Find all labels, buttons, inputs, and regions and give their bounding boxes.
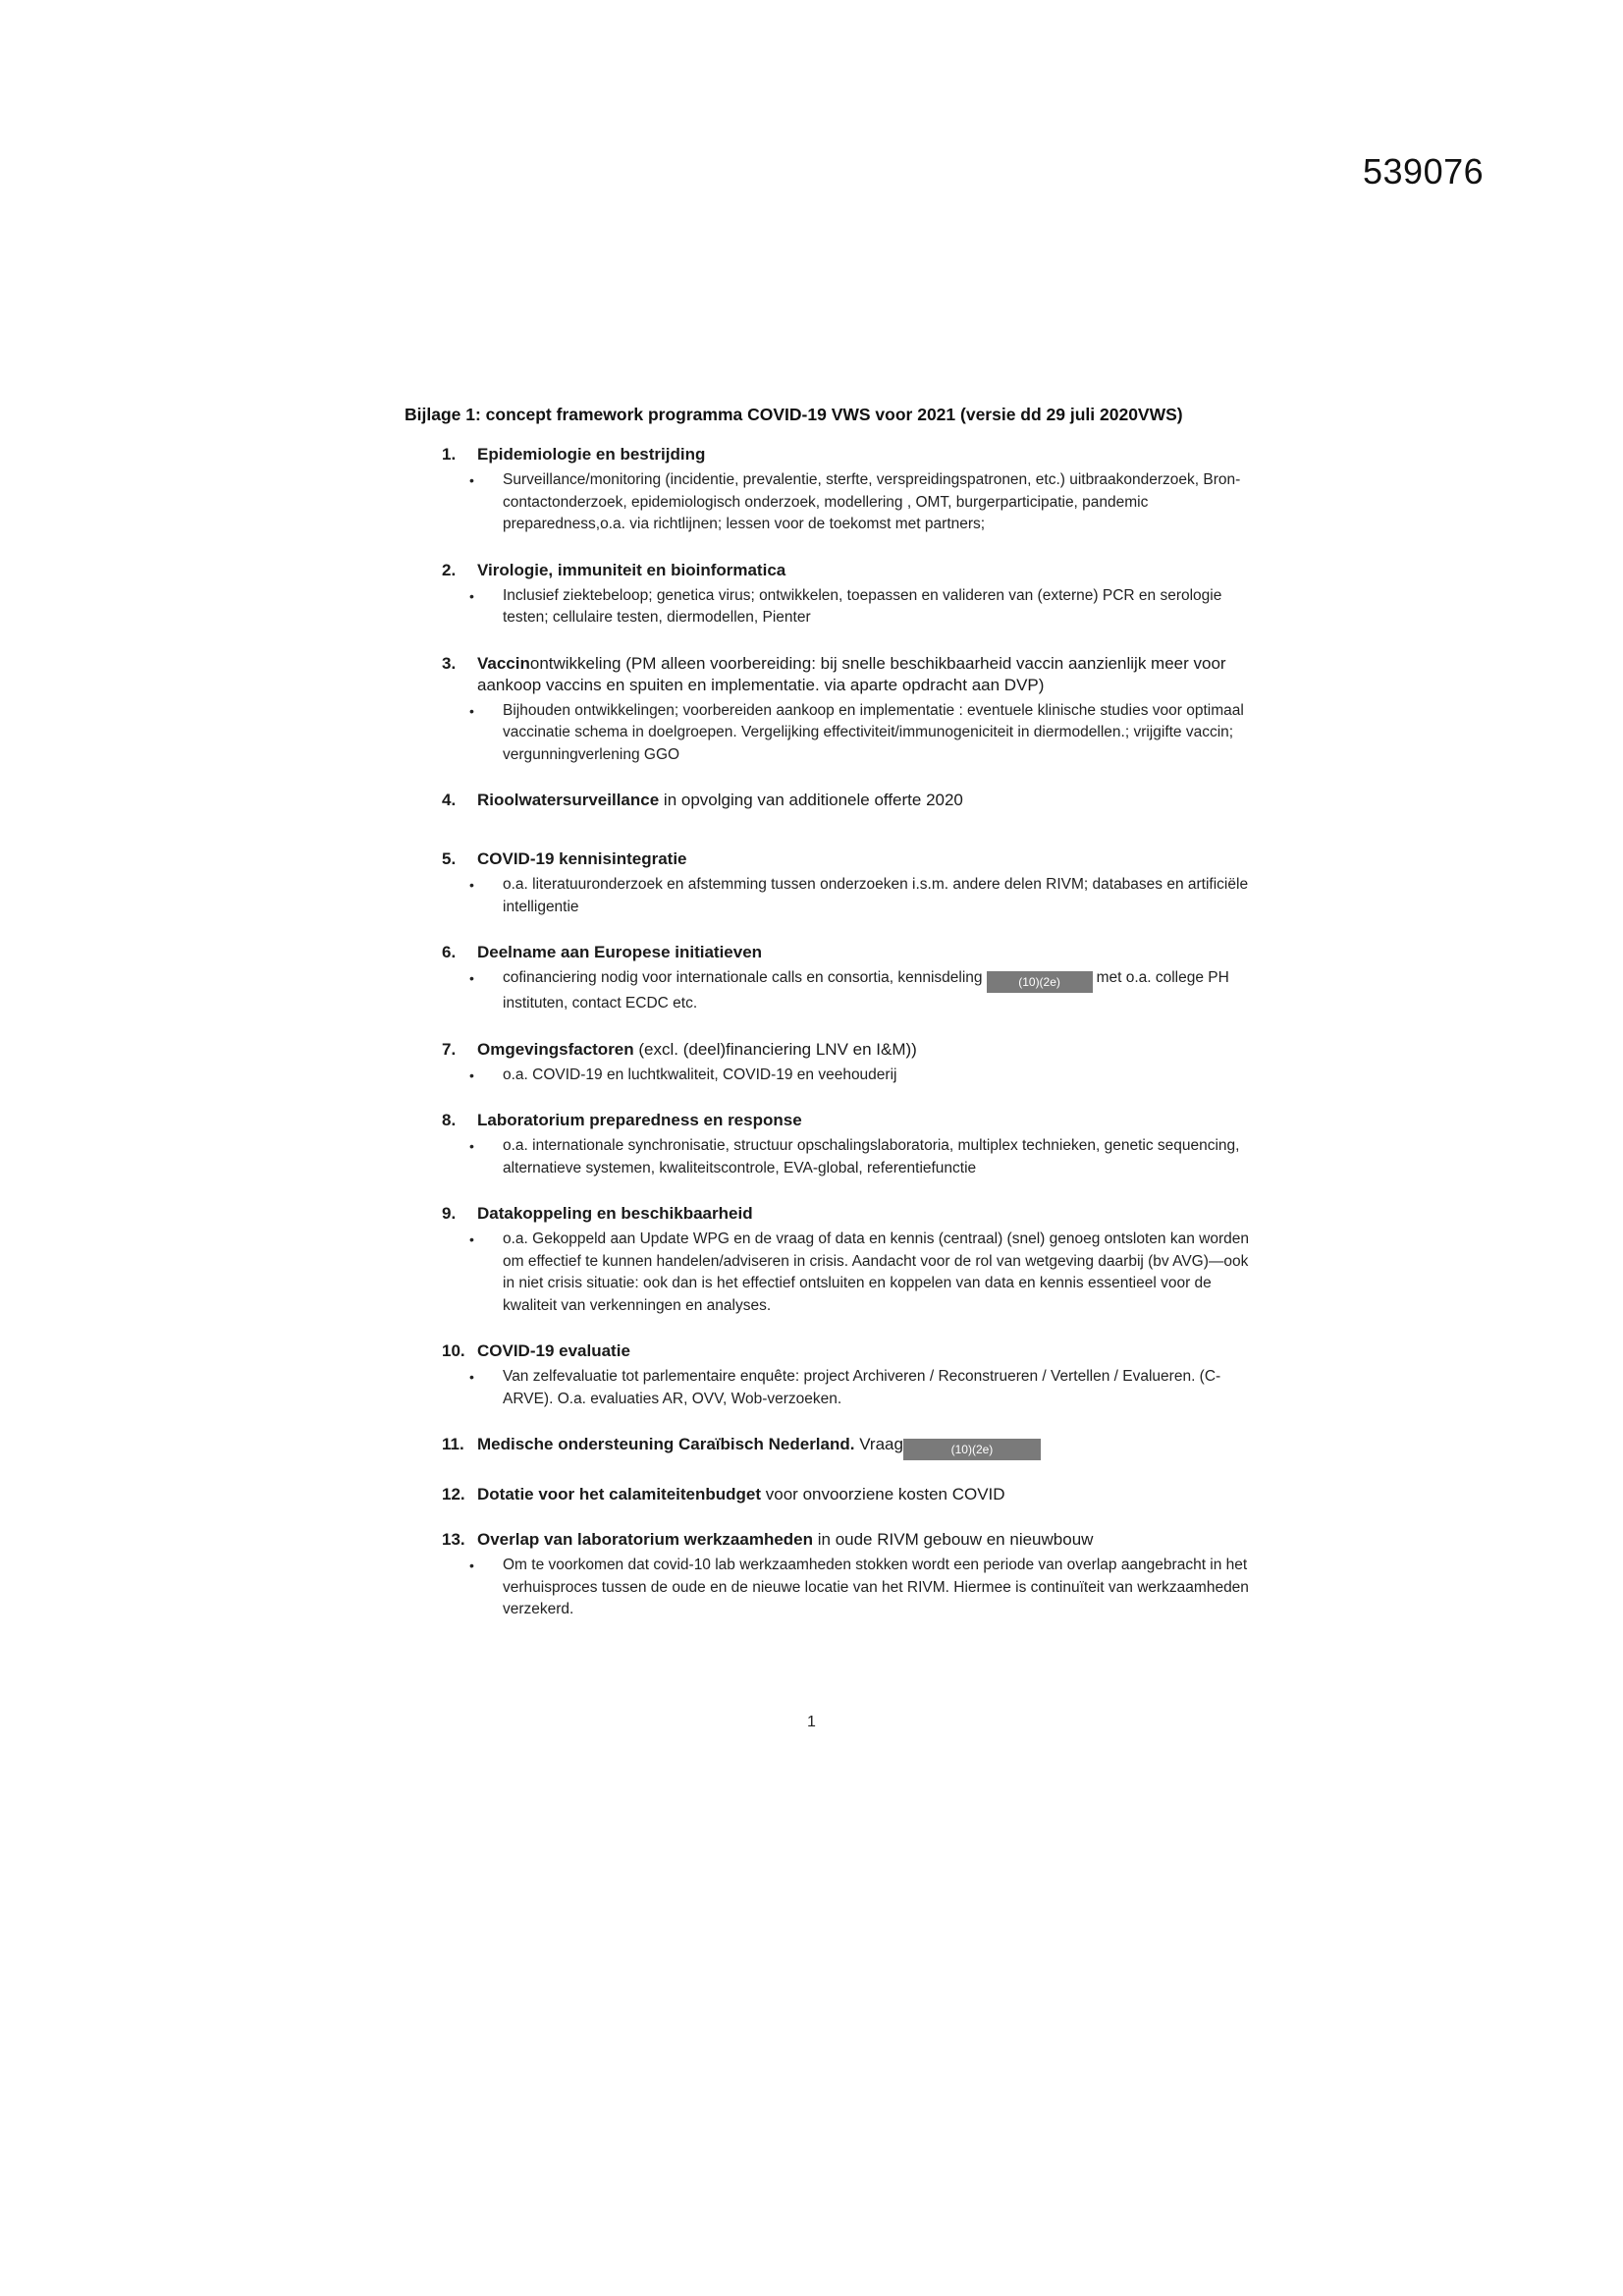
section-13 (442, 1529, 1257, 1621)
bullet-text: Surveillance/monitoring (incidentie, prevalentie, sterfte, verspreidingspatronen, etc.) uitbraakonderzoek, Bron- contactonderzoek, epidemiologisch onderzoek, modellering , OMT, burgerparticipatie, pandemic preparedness,o.a. via richtlijnen; lessen voor de toekomst met partners; (503, 471, 1241, 532)
section-title: Vaccin (477, 653, 530, 673)
section-title-rest: in opvolging van additionele offerte 2020 (659, 791, 963, 809)
section-number: 9. (442, 1204, 457, 1223)
section-title: Rioolwatersurveillance (477, 791, 660, 809)
section-10 (442, 1340, 1257, 1410)
section-heading (442, 560, 1257, 581)
section-title: Omgevingsfactoren (477, 1039, 634, 1059)
bullet-icon: • (469, 1066, 474, 1083)
redaction-box: (10)(2e) (987, 971, 1093, 993)
bullet-item (442, 469, 1257, 536)
bullet-list (442, 700, 1257, 767)
section-1 (442, 444, 1257, 536)
section-title: Laboratorium preparedness en response (477, 1111, 802, 1129)
bullet-text: cofinanciering nodig voor internationale calls en consortia, kennisdeling (503, 969, 983, 986)
bullet-text: o.a. Gekoppeld aan Update WPG en de vraag of data en kennis (centraal) (snel) genoeg ontsloten kan worden om effectief te kunnen handelen/adviseren in crisis. Aandacht voor de rol van wetgeving daarbij (bv AVG)—ook in niet crisis situatie: ook dan is het effectief ontsluiten en koppelen van data en kennis essentieel voor de kwaliteit van verkenningen en analyses. (503, 1230, 1249, 1314)
section-5 (442, 848, 1257, 918)
section-heading (442, 1203, 1257, 1225)
section-title-rest: Vraag (854, 1435, 903, 1453)
section-number: 5. (442, 849, 457, 868)
bullet-text: Inclusief ziektebeloop; genetica virus; ontwikkelen, toepassen en valideren van (externe) PCR en serologie testen; cellulaire testen, diermodellen, Pienter (503, 586, 1222, 626)
bullet-list (442, 1135, 1257, 1179)
section-number: 7. (442, 1039, 457, 1059)
section-12 (442, 1484, 1257, 1505)
section-heading (442, 1434, 1257, 1460)
bullet-item (442, 967, 1257, 1015)
section-heading (442, 444, 1257, 465)
section-number: 12. (442, 1485, 465, 1503)
bullet-item (442, 1366, 1257, 1410)
section-title: Virologie, immuniteit en bioinformatica (477, 560, 786, 579)
bullet-list (442, 1366, 1257, 1410)
section-number: 6. (442, 943, 457, 961)
bullet-icon: • (469, 1138, 474, 1154)
section-number: 8. (442, 1111, 457, 1129)
bullet-text: Bijhouden ontwikkelingen; voorbereiden aankoop en implementatie : eventuele klinische studies voor optimaal vaccinatie schema in doelgroepen. Vergelijking effectiviteit/immunogeniciteit in diermodellen.; vrijgifte vaccin; vergunningverlening GGO (503, 701, 1244, 763)
document-number: 539076 (1363, 151, 1485, 191)
section-title-rest: in oude RIVM gebouw en nieuwbouw (813, 1530, 1094, 1549)
section-4 (442, 790, 1257, 811)
section-6 (442, 942, 1257, 1015)
bullet-icon: • (469, 1231, 474, 1247)
bullet-icon: • (469, 587, 474, 604)
section-title: Datakoppeling en beschikbaarheid (477, 1204, 753, 1223)
section-title: Dotatie voor het calamiteitenbudget (477, 1485, 762, 1503)
section-heading (442, 1340, 1257, 1362)
section-heading (442, 1110, 1257, 1131)
bullet-text-continued: met o.a. college PH instituten, contact ECDC etc. (503, 969, 1229, 1011)
section-heading (442, 1039, 1257, 1061)
section-2 (442, 560, 1257, 629)
bullet-text: o.a. COVID-19 en luchtkwaliteit, COVID-19 en veehouderij (503, 1066, 897, 1083)
section-title-rest: ontwikkeling (PM alleen voorbereiding: bij snelle beschikbaarheid vaccin aanzienlijk meer voor aankoop vaccins en spuiten en implementatie. via aparte opdracht aan DVP) (477, 653, 1226, 694)
bullet-icon: • (469, 970, 474, 986)
bullet-text: Van zelfevaluatie tot parlementaire enquête: project Archiveren / Reconstrueren / Vertellen / Evalueren. (C-ARVE). O.a. evaluaties AR, OVV, Wob-verzoeken. (503, 1368, 1221, 1407)
page-number: 1 (807, 1714, 816, 1730)
section-number: 10. (442, 1341, 465, 1360)
section-heading (442, 790, 1257, 811)
section-title: COVID-19 evaluatie (477, 1341, 630, 1360)
bullet-list (442, 1229, 1257, 1317)
section-number: 3. (442, 653, 457, 673)
section-title: COVID-19 kennisintegratie (477, 849, 687, 868)
bullet-list (442, 469, 1257, 536)
section-title: Epidemiologie en bestrijding (477, 445, 706, 464)
redaction-box: (10)(2e) (903, 1439, 1041, 1460)
bullet-icon: • (469, 702, 474, 719)
section-heading (442, 848, 1257, 870)
section-heading (442, 653, 1257, 696)
section-title: Deelname aan Europese initiatieven (477, 943, 763, 961)
bullet-text: o.a. literatuuronderzoek en afstemming tussen onderzoeken i.s.m. andere delen RIVM; databases en artificiële intelligentie (503, 876, 1249, 915)
section-9 (442, 1203, 1257, 1317)
section-title-rest: voor onvoorziene kosten COVID (761, 1485, 1005, 1503)
section-title: Medische ondersteuning Caraïbisch Nederland. (477, 1435, 855, 1453)
section-number: 4. (442, 791, 457, 809)
section-heading (442, 1529, 1257, 1551)
section-3 (442, 653, 1257, 767)
section-heading (442, 942, 1257, 963)
bullet-item (442, 700, 1257, 767)
bullet-item (442, 1555, 1257, 1621)
bullet-item (442, 1065, 1257, 1087)
bullet-list (442, 967, 1257, 1015)
bullet-text: Om te voorkomen dat covid-10 lab werkzaamheden stokken wordt een periode van overlap aangebracht in het verhuisproces tussen de oude en de nieuwe locatie van het RIVM. Hiermee is continuïteit van werkzaamheden verzekerd. (503, 1557, 1249, 1617)
bullet-icon: • (469, 1558, 474, 1573)
section-number: 13. (442, 1530, 465, 1549)
bullet-item (442, 1135, 1257, 1179)
bullet-list (442, 1065, 1257, 1087)
section-number: 11. (442, 1435, 464, 1453)
section-number: 1. (442, 445, 457, 464)
bullet-icon: • (469, 877, 474, 893)
document-title: Bijlage 1: concept framework programma COVID-19 VWS voor 2021 (versie dd 29 juli 2020VWS) (405, 405, 1183, 424)
section-number: 2. (442, 560, 457, 579)
section-title: Overlap van laboratorium werkzaamheden (477, 1530, 814, 1549)
section-8 (442, 1110, 1257, 1179)
bullet-item (442, 874, 1257, 918)
bullet-list (442, 874, 1257, 918)
bullet-item (442, 1229, 1257, 1317)
bullet-text: o.a. internationale synchronisatie, structuur opschalingslaboratoria, multiplex technieken, genetic sequencing, alternatieve systemen, kwaliteitscontrole, EVA-global, referentiefunctie (503, 1137, 1240, 1176)
section-11 (442, 1434, 1257, 1460)
section-list (442, 444, 1257, 1645)
bullet-list (442, 1555, 1257, 1621)
bullet-list (442, 585, 1257, 629)
section-heading (442, 1484, 1257, 1505)
section-title-rest: (excl. (deel)financiering LNV en I&M)) (633, 1039, 917, 1059)
bullet-icon: • (469, 472, 474, 488)
bullet-item (442, 585, 1257, 629)
bullet-icon: • (469, 1369, 474, 1385)
section-7 (442, 1039, 1257, 1087)
